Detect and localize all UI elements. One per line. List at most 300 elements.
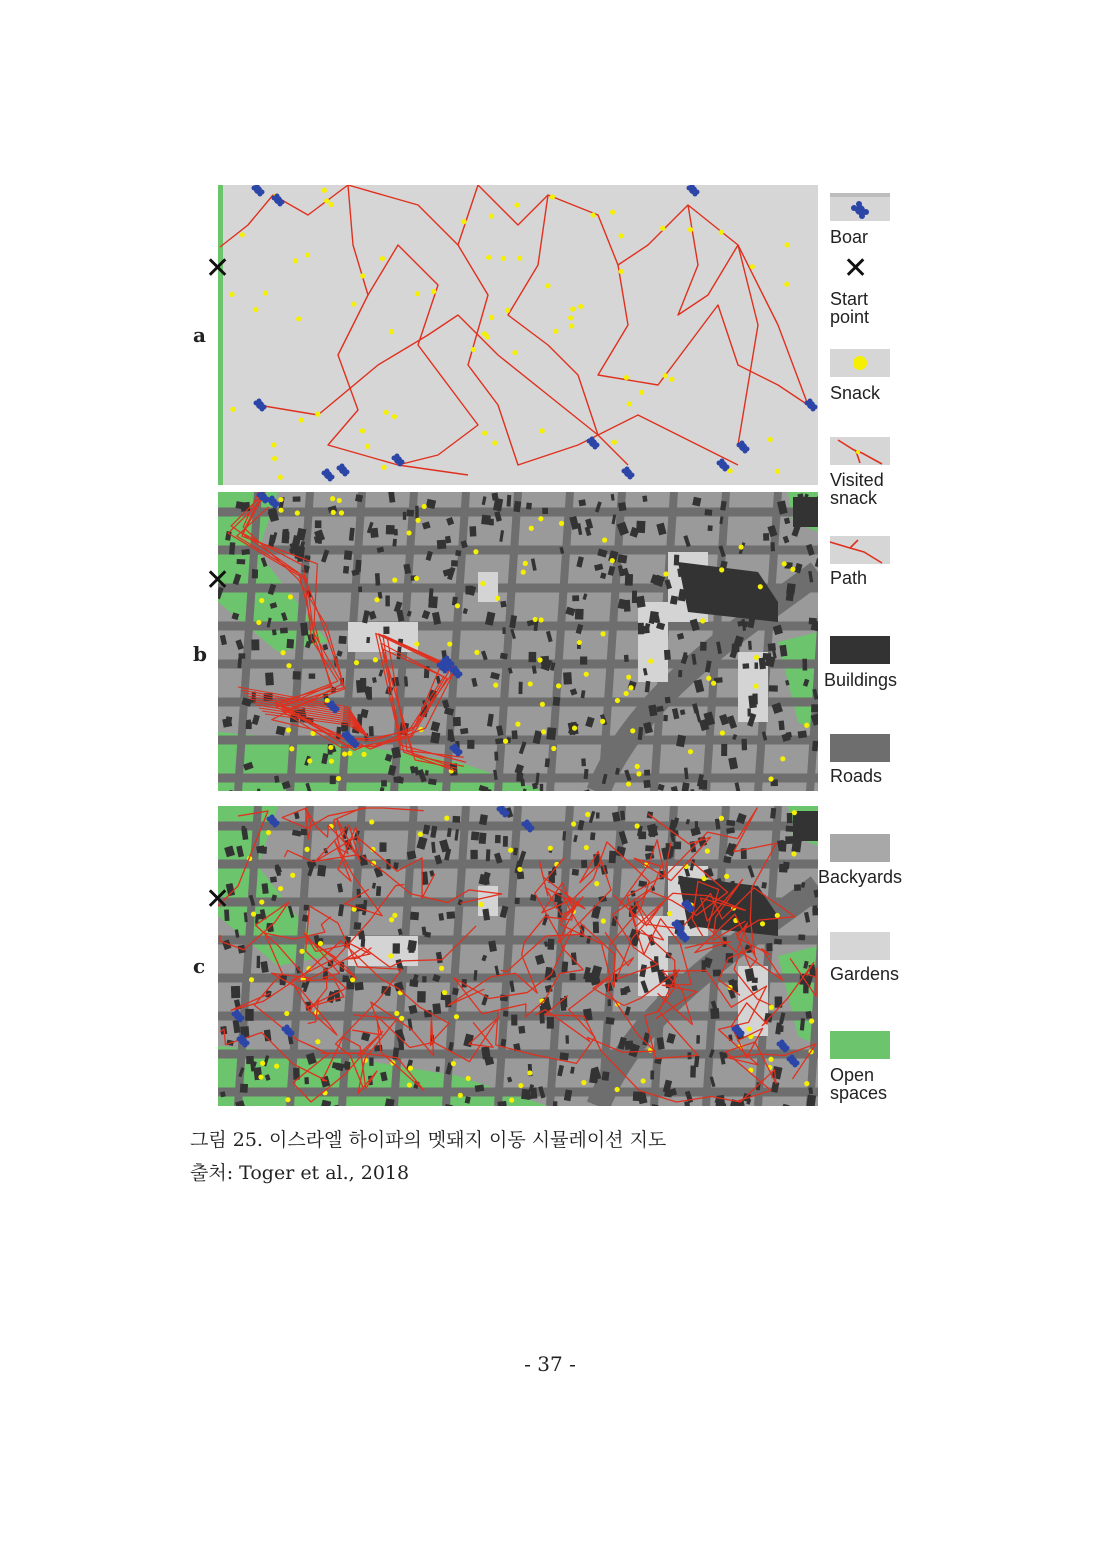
building [618, 502, 627, 511]
legend-label-visited: Visited snack [830, 470, 884, 508]
building [241, 549, 250, 555]
snack-icon [256, 620, 261, 625]
building [317, 865, 326, 877]
building [437, 540, 447, 550]
building [638, 623, 644, 635]
building [315, 520, 322, 528]
snack-icon [407, 1082, 412, 1087]
snack-icon [601, 918, 606, 923]
snack-icon [581, 1080, 586, 1085]
snack-icon [700, 618, 705, 623]
snack-icon [754, 655, 759, 660]
building [559, 1052, 568, 1060]
snack-icon [720, 730, 725, 735]
snack-icon [329, 759, 334, 764]
snack-icon [517, 256, 522, 261]
building [470, 850, 477, 859]
snack-icon [624, 375, 629, 380]
snack-icon [600, 631, 605, 636]
buildings-swatch [830, 636, 890, 664]
snack-icon [280, 650, 285, 655]
snack-icon [701, 876, 706, 881]
building [742, 663, 749, 669]
snack-icon [482, 331, 487, 336]
snack-icon [572, 726, 577, 731]
building [802, 659, 807, 671]
page-number: - 37 - [524, 1352, 576, 1376]
snack-icon [328, 745, 333, 750]
building [704, 509, 712, 516]
building [417, 991, 426, 1003]
building [430, 732, 440, 744]
snack-icon [284, 1011, 289, 1016]
building [369, 726, 374, 736]
snack-icon [584, 845, 589, 850]
building [293, 671, 301, 680]
building [625, 1041, 634, 1050]
snack-icon [556, 683, 561, 688]
backyards-swatch [830, 834, 890, 862]
snack-icon [769, 1005, 774, 1010]
snack-icon [444, 816, 449, 821]
building [650, 1070, 654, 1079]
snack-icon [527, 1070, 532, 1075]
building [455, 550, 461, 556]
building [545, 758, 550, 767]
building [293, 496, 301, 501]
building [673, 841, 681, 849]
building [565, 1035, 569, 1043]
building [375, 573, 380, 586]
snack-icon [711, 681, 716, 686]
building [252, 569, 258, 578]
building [265, 672, 274, 685]
building [422, 976, 426, 982]
snack-icon [568, 315, 573, 320]
building [393, 943, 400, 953]
building [690, 789, 694, 791]
legend-label-gardens: Gardens [830, 964, 900, 984]
snack-icon [635, 823, 640, 828]
snack-icon [594, 881, 599, 886]
snack-icon [792, 810, 797, 815]
snack-icon [278, 886, 283, 891]
legend-label-snack: Snack [830, 383, 881, 403]
snack-icon [315, 412, 320, 417]
snack-icon [570, 307, 575, 312]
snack-icon [249, 977, 254, 982]
snack-icon [473, 549, 478, 554]
building [428, 778, 437, 785]
snack-icon [804, 1081, 809, 1086]
snack-icon [515, 722, 520, 727]
snack-icon [384, 410, 389, 415]
building [581, 758, 586, 766]
building [355, 494, 363, 502]
building [764, 1013, 773, 1023]
snack-icon [408, 1066, 413, 1071]
snack-icon [754, 684, 759, 689]
building [769, 685, 778, 691]
snack-icon [635, 764, 640, 769]
building [242, 826, 246, 835]
building [617, 554, 627, 563]
snack-icon [455, 603, 460, 608]
building [664, 650, 671, 660]
snack-icon [553, 329, 558, 334]
snack-icon [392, 913, 397, 918]
snack-icon [361, 752, 366, 757]
building [540, 784, 543, 791]
snack-icon [374, 597, 379, 602]
snack-icon [780, 756, 785, 761]
panel-a-label: a [193, 323, 206, 347]
building [699, 780, 708, 790]
snack-icon [330, 496, 335, 501]
building [518, 1026, 525, 1034]
snack-icon [392, 577, 397, 582]
building [503, 1011, 509, 1017]
building [383, 626, 389, 634]
building [517, 872, 525, 880]
building [793, 497, 818, 527]
building [507, 495, 512, 507]
visited-snack-icon [830, 437, 890, 465]
building [530, 1087, 537, 1098]
snack-icon [610, 558, 615, 563]
building [609, 851, 617, 864]
building [301, 829, 308, 835]
snack-icon [489, 315, 494, 320]
building [516, 773, 523, 782]
building [663, 715, 668, 721]
building [283, 529, 290, 540]
snack-icon [528, 681, 533, 686]
building [386, 525, 395, 534]
snack-icon [278, 475, 283, 480]
snack-icon [461, 219, 466, 224]
snack-icon [266, 830, 271, 835]
building [590, 832, 596, 840]
building [392, 539, 397, 547]
snack-icon [486, 255, 491, 260]
building [696, 1035, 700, 1044]
snack-icon [517, 867, 522, 872]
snack-icon [641, 1078, 646, 1083]
building [467, 740, 474, 749]
building [547, 939, 554, 950]
snack-icon [336, 776, 341, 781]
building [605, 1017, 614, 1025]
building [811, 704, 818, 712]
building [385, 595, 389, 606]
building [766, 943, 772, 951]
snack-icon [615, 1087, 620, 1092]
building [553, 697, 561, 706]
snack-icon [406, 530, 411, 535]
panel-c-map [218, 806, 818, 1106]
building [240, 1084, 248, 1093]
snack-icon [263, 291, 268, 296]
start-point-c-icon: ✕ [205, 882, 231, 917]
open-spaces-swatch [830, 1031, 890, 1059]
snack-icon [454, 1014, 459, 1019]
snack-icon [548, 846, 553, 851]
snack-icon [373, 657, 378, 662]
building [415, 506, 419, 519]
building [479, 833, 487, 844]
snack-icon [809, 1018, 814, 1023]
snack-icon [299, 949, 304, 954]
building [376, 886, 381, 896]
building [678, 670, 682, 677]
start-point-b-icon: ✕ [205, 563, 231, 598]
snack-icon [768, 437, 773, 442]
building [300, 622, 308, 635]
snack-icon [624, 691, 629, 696]
building [237, 559, 246, 564]
snack-icon [615, 698, 620, 703]
building [632, 591, 637, 603]
snack-icon [791, 851, 796, 856]
snack-icon [380, 256, 385, 261]
snack-icon [458, 1093, 463, 1098]
panel-b-map [218, 492, 818, 791]
snack-icon [478, 902, 483, 907]
snack-icon [271, 442, 276, 447]
building [700, 642, 707, 651]
start-point-a-icon: ✕ [205, 251, 231, 286]
building [643, 780, 650, 788]
building [665, 697, 671, 704]
snack-icon [545, 283, 550, 288]
snack-icon [492, 440, 497, 445]
building [553, 1101, 558, 1106]
panel-a-map [218, 185, 818, 485]
building [272, 629, 277, 635]
building [446, 911, 455, 919]
building [343, 566, 349, 574]
snack-icon [618, 269, 623, 274]
snack-icon [550, 194, 555, 199]
building [786, 826, 794, 832]
snack-icon [768, 776, 773, 781]
snack-icon [705, 848, 710, 853]
building [526, 503, 532, 510]
building [542, 508, 548, 514]
building [602, 1071, 610, 1081]
building [481, 1046, 491, 1059]
snack-icon [299, 417, 304, 422]
building [251, 639, 259, 650]
snack-icon [758, 584, 763, 589]
snack-icon [240, 232, 245, 237]
snack-icon [286, 663, 291, 668]
snack-icon [360, 428, 365, 433]
snack-icon [501, 256, 506, 261]
snack-icon [415, 518, 420, 523]
snack-icon [719, 816, 724, 821]
snack-icon [337, 498, 342, 503]
building [608, 999, 612, 1006]
snack-icon [289, 746, 294, 751]
building [330, 776, 336, 785]
building [407, 940, 417, 951]
snack-icon [540, 702, 545, 707]
snack-icon [331, 510, 336, 515]
legend-label-backyards: Backyards [818, 867, 903, 887]
snack-icon [533, 617, 538, 622]
snack-icon [746, 1026, 751, 1031]
building [495, 835, 501, 843]
building [486, 849, 491, 861]
building [361, 939, 366, 947]
building [776, 1025, 783, 1032]
building [471, 831, 479, 840]
building [451, 560, 458, 566]
building [515, 898, 520, 905]
building [774, 939, 782, 945]
snack-icon [389, 329, 394, 334]
roads-swatch [830, 734, 890, 762]
building [309, 673, 316, 678]
snack-icon [612, 440, 617, 445]
snack-icon [307, 758, 312, 763]
snack-icon [830, 349, 890, 377]
building [494, 752, 498, 761]
snack-icon [688, 227, 693, 232]
snack-icon [290, 873, 295, 878]
snack-icon [399, 1016, 404, 1021]
snack-icon [447, 641, 452, 646]
snack-icon [724, 874, 729, 879]
snack-icon [339, 510, 344, 515]
building [239, 653, 246, 658]
snack-icon [648, 659, 653, 664]
snack-icon [286, 727, 291, 732]
building [519, 682, 523, 694]
open-space-strip [218, 185, 223, 485]
snack-icon [719, 230, 724, 235]
snack-icon [305, 252, 310, 257]
building [360, 678, 366, 689]
snack-icon [538, 516, 543, 521]
building [783, 862, 790, 870]
building [798, 934, 805, 940]
panel-b-label: b [193, 642, 207, 666]
gardens-swatch [830, 932, 890, 960]
snack-icon [663, 571, 668, 576]
panel-c-svg [218, 806, 818, 1106]
snack-icon [259, 899, 264, 904]
snack-icon [578, 304, 583, 309]
snack-icon [626, 781, 631, 786]
building [393, 776, 401, 783]
snack-icon [369, 819, 374, 824]
building [763, 533, 769, 541]
snack-icon [285, 1097, 290, 1102]
building [341, 722, 348, 731]
snack-icon [551, 746, 556, 751]
snack-icon [318, 941, 323, 946]
snack-icon [293, 258, 298, 263]
snack-icon [365, 444, 370, 449]
snack-icon [351, 302, 356, 307]
building [563, 672, 572, 684]
snack-icon [639, 390, 644, 395]
building [748, 695, 757, 708]
snack-icon [474, 650, 479, 655]
snack-icon [782, 561, 787, 566]
snack-icon [388, 953, 393, 958]
snack-icon [354, 660, 359, 665]
building [379, 842, 386, 852]
snack-icon [571, 821, 576, 826]
snack-icon [328, 202, 333, 207]
snack-icon [660, 226, 665, 231]
boar-icon [830, 193, 890, 221]
snack-icon [804, 723, 809, 728]
building [690, 1066, 696, 1078]
building [231, 986, 240, 998]
building [787, 813, 793, 823]
panel-a-svg [218, 185, 818, 485]
building [786, 591, 794, 601]
building [721, 744, 727, 756]
building [642, 495, 647, 501]
snack-icon [295, 510, 300, 515]
snack-icon [688, 749, 693, 754]
building [778, 720, 784, 730]
building [754, 662, 758, 668]
building [741, 739, 747, 750]
snack-icon [288, 594, 293, 599]
building [785, 836, 793, 844]
figure-caption: 그림 25. 이스라엘 하이파의 멧돼지 이동 시뮬레이션 지도 [190, 1129, 667, 1151]
snack-icon [618, 233, 623, 238]
building [453, 717, 461, 726]
snack-icon [278, 508, 283, 513]
snack-icon [636, 771, 641, 776]
building [280, 627, 288, 633]
snack-icon [480, 581, 485, 586]
snack-icon [768, 1057, 773, 1062]
snack-icon [509, 1098, 514, 1103]
snack-icon [360, 273, 365, 278]
snack-icon [324, 198, 329, 203]
legend-label-boar: Boar [830, 227, 869, 247]
snack-icon [602, 537, 607, 542]
snack-icon [584, 672, 589, 677]
building [806, 1095, 816, 1106]
building [469, 526, 476, 536]
snack-icon [305, 847, 310, 852]
building [581, 860, 587, 868]
building [770, 808, 776, 819]
snack-icon [381, 465, 386, 470]
snack-icon [258, 1074, 263, 1079]
snack-icon [489, 214, 494, 219]
snack-icon [505, 308, 510, 313]
building [304, 905, 310, 911]
building [475, 1084, 485, 1092]
snack-icon [418, 832, 423, 837]
building [664, 1090, 672, 1097]
legend-label-path: Path [830, 568, 868, 588]
snack-icon [350, 977, 355, 982]
building [625, 574, 633, 586]
building [798, 730, 807, 738]
